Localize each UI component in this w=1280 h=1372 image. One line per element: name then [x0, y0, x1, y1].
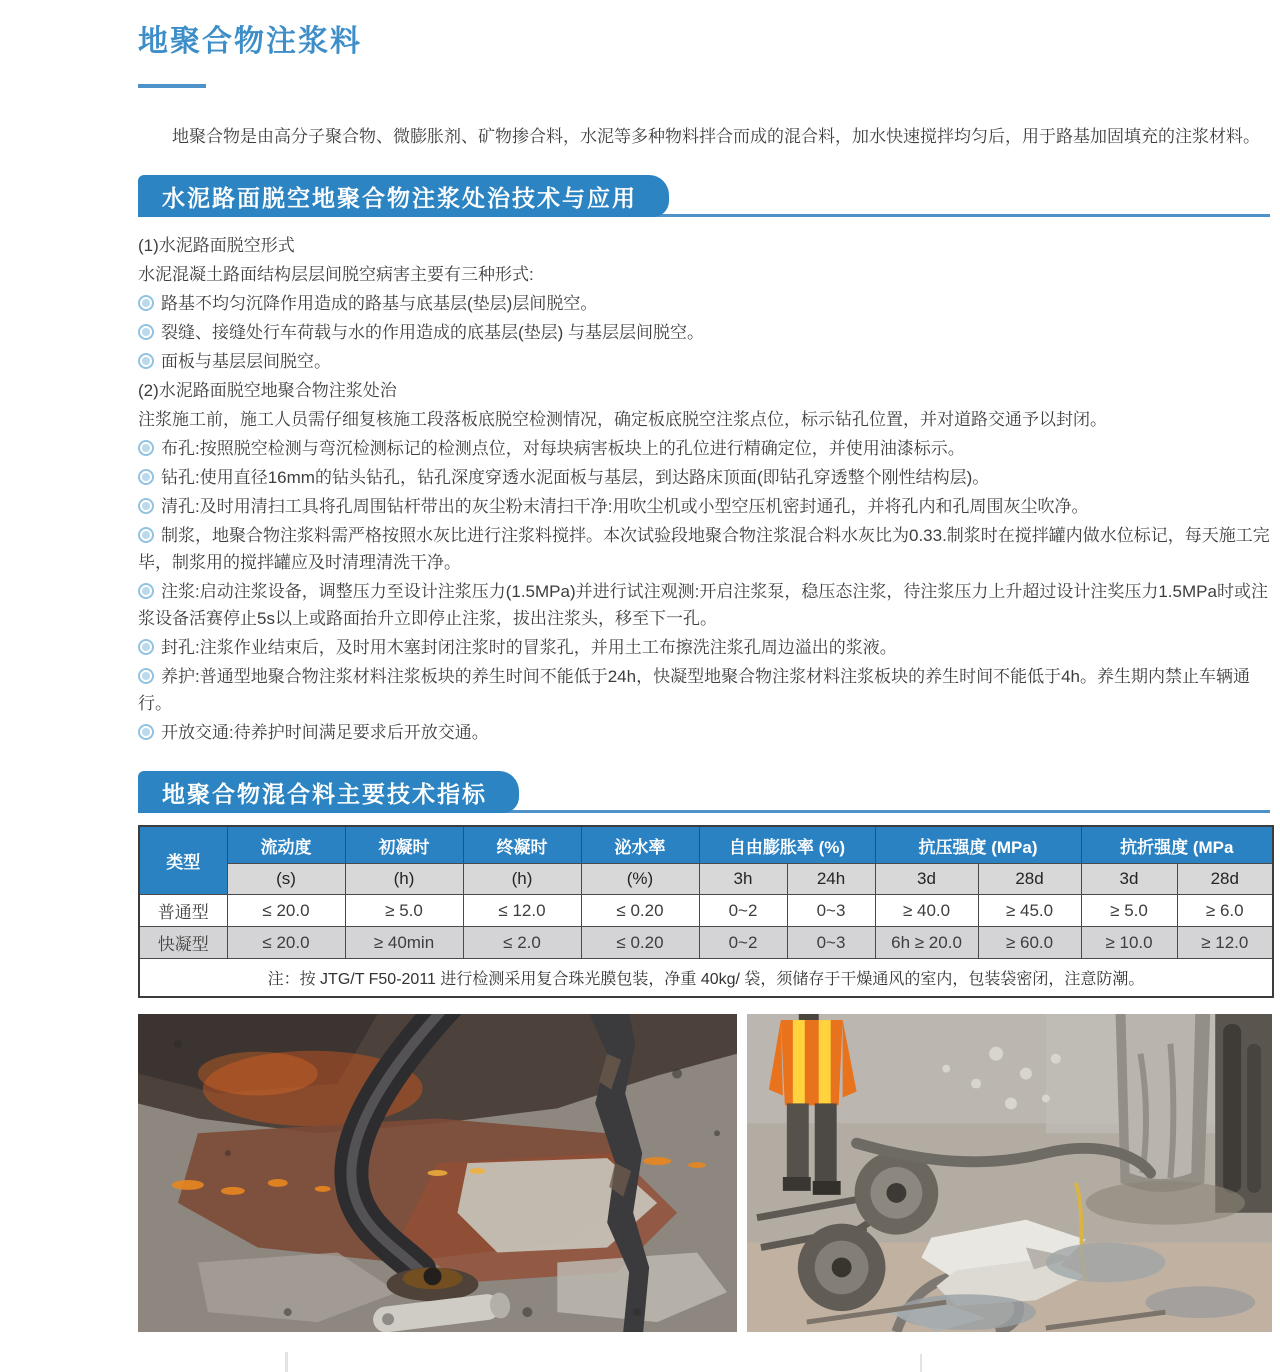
paragraph-text: 路基不均匀沉降作用造成的路基与底基层(垫层)层间脱空。	[161, 294, 598, 313]
column-group-header: 终凝时	[463, 826, 581, 864]
value-cell: ≥ 40min	[345, 927, 463, 959]
photo-grouting-hose-pavement	[138, 1014, 737, 1332]
paragraph	[138, 347, 1272, 376]
photo-row	[138, 1014, 1272, 1332]
column-sub-header: (h)	[345, 864, 463, 895]
table-row	[139, 895, 1273, 927]
paragraph-text: (2)水泥路面脱空地聚合物注浆处治	[138, 381, 397, 400]
column-sub-header: 3d	[875, 864, 978, 895]
paragraph-text: 制浆，地聚合物注浆料需严格按照水灰比进行注浆料搅拌。本次试验段地聚合物注浆混合料水灰比为0.33.制浆时在搅拌罐内做水位标记，每天施工完毕，制浆用的搅拌罐应及时清理清洗干净。	[138, 526, 1270, 572]
paragraph	[138, 376, 1272, 405]
paragraph	[138, 231, 1272, 260]
paragraph	[138, 662, 1272, 718]
value-cell: ≤ 20.0	[227, 927, 345, 959]
value-cell: ≥ 12.0	[1177, 927, 1273, 959]
value-cell: 0~3	[787, 895, 875, 927]
column-group-header: 抗折强度 (MPa	[1081, 826, 1273, 864]
paragraph	[138, 463, 1272, 492]
value-cell: 0~3	[787, 927, 875, 959]
safety-vest	[781, 1020, 843, 1105]
paragraph-text: 水泥混凝土路面结构层层间脱空病害主要有三种形式:	[138, 265, 534, 284]
paragraph-text: 面板与基层层间脱空。	[161, 352, 331, 371]
value-cell: 6h ≥ 20.0	[875, 927, 978, 959]
title-underline	[138, 84, 206, 88]
value-cell: ≥ 5.0	[1081, 895, 1177, 927]
paragraph	[138, 521, 1272, 577]
bullet-icon	[138, 639, 154, 655]
column-sub-header: (h)	[463, 864, 581, 895]
value-cell: ≤ 12.0	[463, 895, 581, 927]
section2-banner: 地聚合物混合料主要技术指标	[138, 771, 519, 813]
paragraph-text: 开放交通:待养护时间满足要求后开放交通。	[161, 723, 489, 742]
bullet-icon	[138, 527, 154, 543]
paragraph-text: 钻孔:使用直径16mm的钻头钻孔，钻孔深度穿透水泥面板与基层，到达路床顶面(即钻孔穿透整个刚性结构层)。	[161, 468, 990, 487]
column-sub-header: (s)	[227, 864, 345, 895]
value-cell: ≥ 60.0	[978, 927, 1081, 959]
paragraph	[138, 718, 1272, 747]
value-cell: ≥ 40.0	[875, 895, 978, 927]
document-page	[138, 0, 1272, 1332]
column-group-header: 泌水率	[581, 826, 699, 864]
value-cell: ≥ 5.0	[345, 895, 463, 927]
table-note-row	[139, 959, 1273, 998]
photo-right-illustration	[747, 1014, 1272, 1332]
bullet-icon	[138, 724, 154, 740]
bullet-icon	[138, 469, 154, 485]
paragraph-text: 布孔:按照脱空检测与弯沉检测标记的检测点位，对每块病害板块上的孔位进行精确定位，并使用油漆标示。	[161, 439, 965, 458]
bullet-icon	[138, 324, 154, 340]
bullet-icon	[138, 295, 154, 311]
type-cell: 普通型	[139, 895, 227, 927]
paragraph-text: (1)水泥路面脱空形式	[138, 236, 295, 255]
value-cell: 0~2	[699, 895, 787, 927]
paragraph	[138, 577, 1272, 633]
column-group-header: 抗压强度 (MPa)	[875, 826, 1081, 864]
table-note: 注：按 JTG/T F50-2011 进行检测采用复合珠光膜包装，净重 40kg/ 袋，须储存于干燥通风的室内，包装袋密闭，注意防潮。	[139, 959, 1273, 998]
paragraph	[138, 318, 1272, 347]
column-group-header: 流动度	[227, 826, 345, 864]
paragraph	[138, 633, 1272, 662]
column-sub-header: 3h	[699, 864, 787, 895]
spec-table	[138, 825, 1274, 998]
table-row	[139, 927, 1273, 959]
section1-banner-row	[138, 175, 1272, 217]
table-corner-header: 类型	[139, 826, 227, 895]
bullet-icon	[138, 668, 154, 684]
column-sub-header: 3d	[1081, 864, 1177, 895]
section2-banner-row	[138, 771, 1272, 813]
paragraph	[138, 434, 1272, 463]
photo-worker-grouting-equipment	[747, 1014, 1272, 1332]
paragraph	[138, 405, 1272, 434]
photo-left-illustration	[138, 1014, 737, 1332]
paragraph-text: 注浆施工前，施工人员需仔细复核施工段落板底脱空检测情况，确定板底脱空注浆点位，标示钻孔位置，并对道路交通予以封闭。	[138, 410, 1107, 429]
value-cell: ≤ 0.20	[581, 895, 699, 927]
type-cell: 快凝型	[139, 927, 227, 959]
value-cell: ≤ 0.20	[581, 927, 699, 959]
section1-content	[138, 231, 1272, 747]
section1-banner: 水泥路面脱空地聚合物注浆处治技术与应用	[138, 175, 669, 217]
paragraph-text: 注浆:启动注浆设备，调整压力至设计注浆压力(1.5MPa)并进行试注观测:开启注浆泵，稳压态注浆，待注浆压力上升超过设计注奖压力1.5MPa时或注浆设备活赛停止5s以上或路面抬升立即停止注浆，拔出注浆头，移至下一孔。	[138, 582, 1268, 628]
value-cell: ≥ 6.0	[1177, 895, 1273, 927]
paragraph-text: 养护:普通型地聚合物注浆材料注浆板块的养生时间不能低于24h，快凝型地聚合物注浆材料注浆板块的养生时间不能低于4h。养生期内禁止车辆通行。	[138, 667, 1250, 713]
column-sub-header: 28d	[978, 864, 1081, 895]
bullet-icon	[138, 583, 154, 599]
column-sub-header: (%)	[581, 864, 699, 895]
value-cell: ≤ 2.0	[463, 927, 581, 959]
paragraph-text: 封孔:注浆作业结束后，及时用木塞封闭注浆时的冒浆孔，并用土工布擦洗注浆孔周边溢出的浆液。	[161, 638, 897, 657]
paragraph	[138, 260, 1272, 289]
page-bleed-mark	[920, 1354, 922, 1372]
column-group-header: 初凝时	[345, 826, 463, 864]
paragraph	[138, 492, 1272, 521]
value-cell: 0~2	[699, 927, 787, 959]
value-cell: ≥ 45.0	[978, 895, 1081, 927]
page-bleed-mark	[285, 1352, 288, 1372]
column-sub-header: 24h	[787, 864, 875, 895]
bullet-icon	[138, 498, 154, 514]
bullet-icon	[138, 440, 154, 456]
column-group-header: 自由膨胀率 (%)	[699, 826, 875, 864]
value-cell: ≤ 20.0	[227, 895, 345, 927]
value-cell: ≥ 10.0	[1081, 927, 1177, 959]
paragraph-text: 清孔:及时用清扫工具将孔周围钻杆带出的灰尘粉末清扫干净:用吹尘机或小型空压机密封通孔，并将孔内和孔周围灰尘吹净。	[161, 497, 1089, 516]
bullet-icon	[138, 353, 154, 369]
intro-paragraph: 地聚合物是由高分子聚合物、微膨胀剂、矿物掺合料，水泥等多种物料拌合而成的混合料，加水快速搅拌均匀后，用于路基加固填充的注浆材料。	[172, 127, 1260, 146]
page-title: 地聚合物注浆料	[138, 25, 362, 58]
paragraph	[138, 289, 1272, 318]
paragraph-text: 裂缝、接缝处行车荷载与水的作用造成的底基层(垫层) 与基层层间脱空。	[161, 323, 705, 342]
column-sub-header: 28d	[1177, 864, 1273, 895]
